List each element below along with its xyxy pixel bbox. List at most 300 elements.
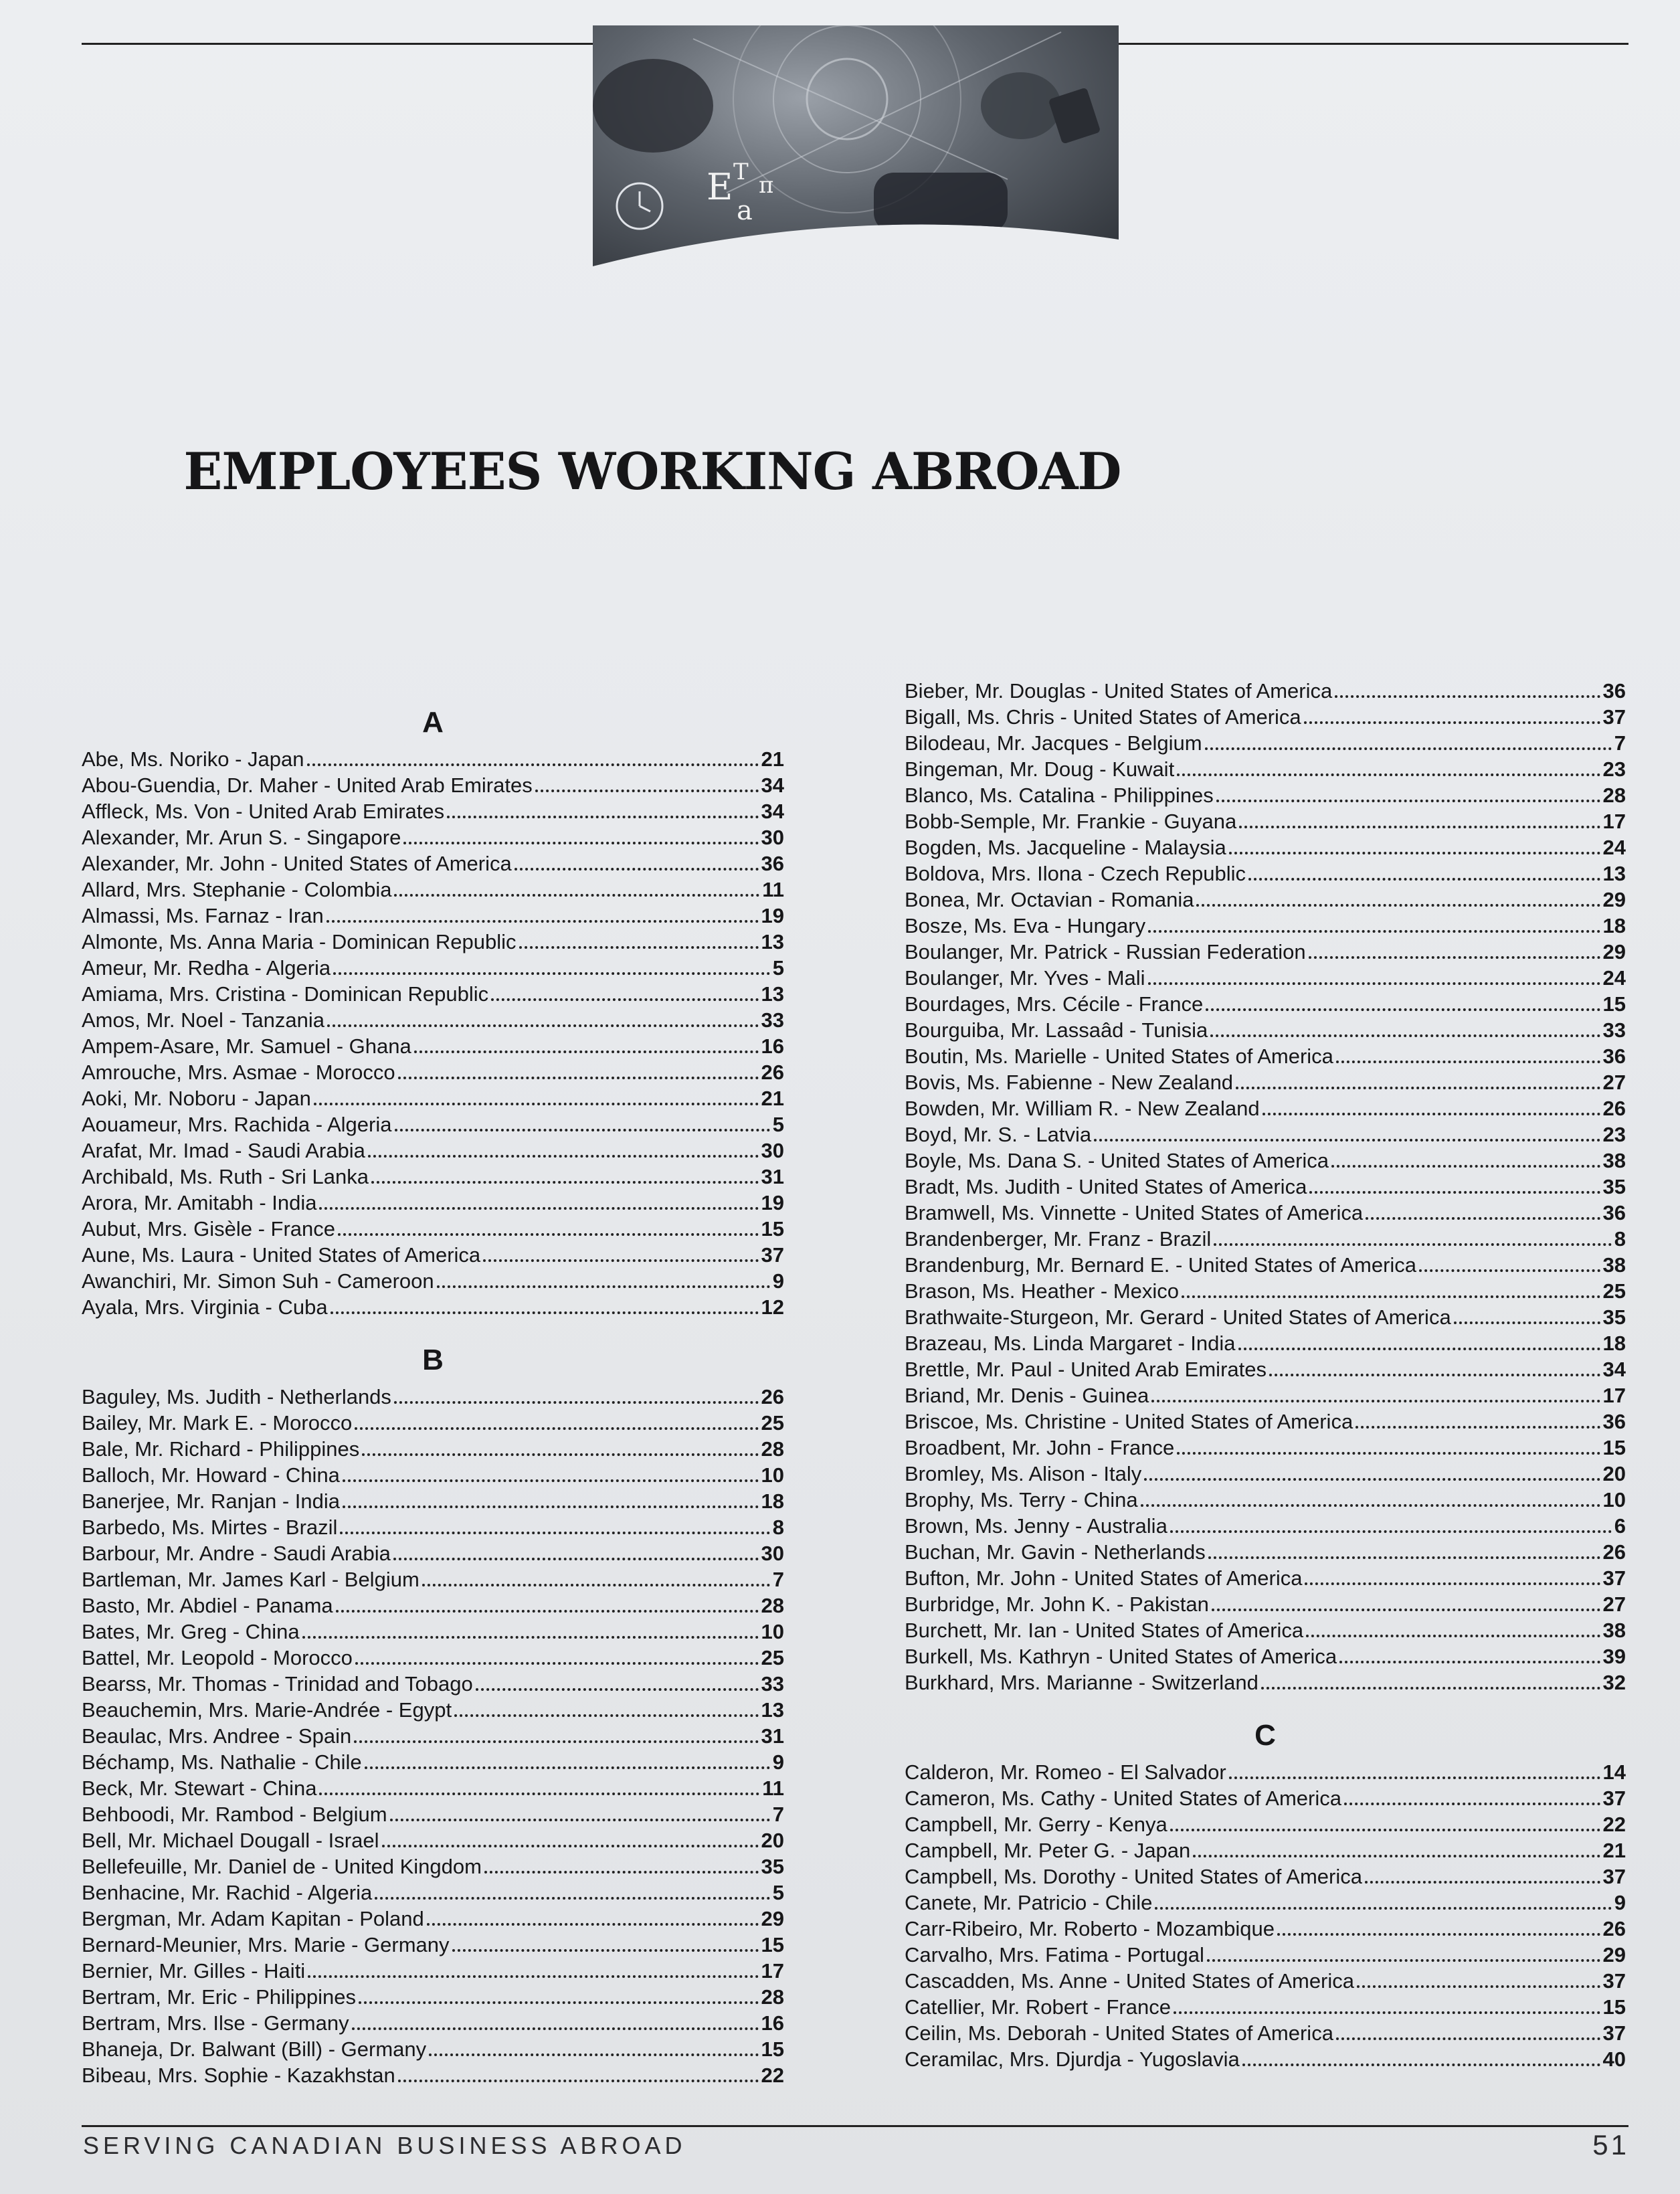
entry-name: Beck, Mr. Stewart - China [82, 1776, 317, 1800]
index-entry [905, 1643, 1626, 1669]
index-entry [905, 1304, 1626, 1330]
index-entry [82, 1592, 784, 1619]
index-entry [82, 1958, 784, 1984]
dot-leader [1210, 1028, 1600, 1037]
entry-page-number: 37 [1602, 705, 1626, 729]
index-entry [82, 1190, 784, 1216]
entry-name: Ceilin, Ms. Deborah - United States of America [905, 2021, 1333, 2045]
entry-name: Bramwell, Ms. Vinnette - United States of America [905, 1201, 1364, 1224]
dot-leader [307, 757, 759, 766]
index-entry [905, 860, 1626, 887]
dot-leader [414, 1044, 759, 1053]
index-entry [905, 1174, 1626, 1200]
index-entry [905, 1382, 1626, 1408]
dot-leader [1148, 976, 1600, 985]
dot-leader [1214, 1237, 1611, 1246]
entry-page-number: 29 [1602, 1943, 1626, 1967]
entry-page-number: 13 [761, 982, 784, 1006]
entry-name: Bogden, Ms. Jacqueline - Malaysia [905, 836, 1226, 859]
entry-page-number: 35 [1602, 1175, 1626, 1198]
dot-leader [491, 992, 758, 1001]
entry-name: Carr-Ribeiro, Mr. Roberto - Mozambique [905, 1917, 1275, 1940]
dot-leader [382, 1838, 759, 1847]
entry-page-number: 25 [761, 1646, 784, 1669]
entry-name: Canete, Mr. Patricio - Chile [905, 1891, 1153, 1914]
entry-page-number: 10 [761, 1620, 784, 1643]
entry-name: Ameur, Mr. Redha - Algeria [82, 956, 331, 980]
entry-name: Burchett, Mr. Ian - United States of America [905, 1619, 1304, 1642]
entry-name: Burbridge, Mr. John K. - Pakistan [905, 1592, 1209, 1616]
dot-leader [1336, 1054, 1600, 1063]
entry-page-number: 17 [1602, 1384, 1626, 1407]
entry-page-number: 20 [761, 1829, 784, 1852]
entry-page-number: 29 [1602, 888, 1626, 911]
index-entry [905, 1487, 1626, 1513]
dot-leader [319, 1786, 759, 1795]
dot-leader [343, 1473, 759, 1482]
dot-leader [483, 1253, 758, 1262]
entry-page-number: 33 [1602, 1018, 1626, 1042]
right-column [905, 678, 1626, 2072]
entry-page-number: 37 [761, 1243, 784, 1267]
entry-name: Bigall, Ms. Chris - United States of America [905, 705, 1301, 729]
entry-name: Béchamp, Ms. Nathalie - Chile [82, 1750, 362, 1774]
dot-leader [302, 1629, 759, 1639]
index-entry [82, 2062, 784, 2088]
dot-leader [371, 1174, 759, 1184]
entry-name: Boulanger, Mr. Patrick - Russian Federation [905, 940, 1306, 964]
dot-leader [394, 887, 759, 897]
index-entry [82, 1033, 784, 1059]
dot-leader [452, 1942, 759, 1952]
entry-page-number: 10 [1602, 1488, 1626, 1512]
entry-name: Bromley, Ms. Alison - Italy [905, 1462, 1142, 1485]
entry-name: Bobb-Semple, Mr. Frankie - Guyana [905, 810, 1237, 833]
dot-leader [393, 1551, 759, 1560]
entry-name: Boyle, Ms. Dana S. - United States of America [905, 1149, 1329, 1172]
dot-leader [1170, 1524, 1612, 1533]
dot-leader [359, 1995, 759, 2004]
index-entry [82, 1410, 784, 1436]
dot-leader [1148, 923, 1600, 933]
dot-leader [1366, 1210, 1600, 1220]
entry-page-number: 25 [1602, 1279, 1626, 1303]
entry-name: Ceramilac, Mrs. Djurdja - Yugoslavia [905, 2047, 1240, 2071]
entry-name: Amrouche, Mrs. Asmae - Morocco [82, 1061, 395, 1084]
entry-name: Brettle, Mr. Paul - United Arab Emirates [905, 1358, 1267, 1381]
index-entry [905, 1837, 1626, 1863]
dot-leader [394, 1394, 759, 1404]
index-entry [905, 678, 1626, 704]
entry-page-number: 15 [761, 1933, 784, 1956]
index-entry [82, 850, 784, 877]
index-entry [82, 1216, 784, 1242]
dot-leader [1205, 741, 1612, 750]
entry-name: Burkhard, Mrs. Marianne - Switzerland [905, 1671, 1258, 1694]
entry-name: Banerjee, Mr. Ranjan - India [82, 1489, 340, 1513]
entry-page-number: 22 [761, 2064, 784, 2087]
dot-leader [390, 1812, 770, 1821]
entry-name: Bowden, Mr. William R. - New Zealand [905, 1097, 1260, 1120]
index-entry [82, 1164, 784, 1190]
svg-text:E: E [707, 166, 733, 208]
index-entry [905, 1095, 1626, 1121]
index-entry [82, 2036, 784, 2062]
index-entry [905, 1968, 1626, 1994]
entry-name: Campbell, Mr. Gerry - Kenya [905, 1813, 1168, 1836]
entry-page-number: 30 [761, 1139, 784, 1162]
entry-page-number: 12 [761, 1295, 784, 1319]
entry-page-number: 13 [761, 1698, 784, 1722]
index-entry [82, 903, 784, 929]
entry-page-number: 9 [1614, 1891, 1626, 1914]
entry-page-number: 31 [761, 1724, 784, 1748]
index-entry [905, 1330, 1626, 1356]
entry-name: Ampem-Asare, Mr. Samuel - Ghana [82, 1034, 411, 1058]
bottom-rule [82, 2125, 1628, 2127]
dot-leader [1242, 2057, 1600, 2066]
entry-name: Arafat, Mr. Imad - Saudi Arabia [82, 1139, 365, 1162]
index-entry [82, 1775, 784, 1801]
entry-name: Bufton, Mr. John - United States of America [905, 1566, 1303, 1590]
entry-page-number: 32 [1602, 1671, 1626, 1694]
entry-name: Bilodeau, Mr. Jacques - Belgium [905, 731, 1202, 755]
index-entry [82, 1085, 784, 1111]
entry-page-number: 30 [761, 826, 784, 849]
entry-name: Beaulac, Mrs. Andree - Spain [82, 1724, 352, 1748]
dot-leader [1238, 1341, 1600, 1350]
entry-page-number: 37 [1602, 1969, 1626, 1993]
dot-leader [1229, 1770, 1600, 1779]
entry-name: Bergman, Mr. Adam Kapitan - Poland [82, 1907, 424, 1930]
entry-name: Catellier, Mr. Robert - France [905, 1995, 1171, 2019]
index-entry [905, 939, 1626, 965]
entry-name: Bellefeuille, Mr. Daniel de - United Kingdom [82, 1855, 482, 1878]
entry-name: Abou-Guendia, Dr. Maher - United Arab Emirates [82, 773, 533, 797]
dot-leader [1344, 1796, 1600, 1805]
index-entry [82, 1853, 784, 1880]
dot-leader [336, 1603, 759, 1613]
dot-leader [1304, 715, 1600, 724]
entry-page-number: 36 [1602, 1201, 1626, 1224]
entry-page-number: 28 [761, 1594, 784, 1617]
index-entry [82, 1749, 784, 1775]
index-entry [905, 1356, 1626, 1382]
dot-leader [1236, 1080, 1600, 1089]
index-entry [82, 1619, 784, 1645]
dot-leader [1261, 1680, 1600, 1689]
index-entry [905, 991, 1626, 1017]
index-entry [82, 1384, 784, 1410]
dot-leader [398, 2073, 759, 2082]
entry-page-number: 17 [761, 1959, 784, 1983]
left-column [82, 699, 784, 2088]
entry-name: Bertram, Mrs. Ilse - Germany [82, 2011, 349, 2035]
index-entry [82, 955, 784, 981]
entry-name: Brophy, Ms. Terry - China [905, 1488, 1138, 1512]
index-entry [905, 756, 1626, 782]
entry-name: Bernier, Mr. Gilles - Haiti [82, 1959, 306, 1983]
entry-page-number: 34 [1602, 1358, 1626, 1381]
dot-leader [437, 1279, 770, 1288]
dot-leader [327, 1018, 759, 1027]
index-entry [905, 2020, 1626, 2046]
entry-page-number: 28 [761, 1985, 784, 2009]
entry-name: Bhaneja, Dr. Balwant (Bill) - Germany [82, 2037, 427, 2061]
entry-page-number: 20 [1602, 1462, 1626, 1485]
dot-leader [365, 1760, 770, 1769]
index-entry [82, 798, 784, 824]
index-entry [905, 913, 1626, 939]
dot-leader [1177, 1445, 1600, 1455]
index-entry [905, 704, 1626, 730]
entry-page-number: 38 [1602, 1619, 1626, 1642]
entry-name: Aouameur, Mrs. Rachida - Algeria [82, 1113, 392, 1136]
dot-leader [403, 835, 758, 844]
dot-leader [1248, 871, 1600, 881]
entry-page-number: 18 [1602, 1332, 1626, 1355]
dot-leader [1206, 1002, 1600, 1011]
index-entry [905, 1916, 1626, 1942]
entry-page-number: 23 [1602, 757, 1626, 781]
section-letter-heading: A [422, 706, 444, 739]
entry-page-number: 33 [761, 1008, 784, 1032]
entry-page-number: 26 [761, 1061, 784, 1084]
entry-page-number: 5 [772, 956, 784, 980]
dot-leader [515, 861, 759, 871]
index-entry [82, 824, 784, 850]
index-entry [82, 929, 784, 955]
entry-name: Bonea, Mr. Octavian - Romania [905, 888, 1194, 911]
entry-name: Almonte, Ms. Anna Maria - Dominican Republic [82, 930, 517, 953]
section-letter-heading: C [1254, 1719, 1276, 1752]
entry-page-number: 35 [1602, 1305, 1626, 1329]
index-entry [82, 1540, 784, 1566]
index-entry [82, 1137, 784, 1164]
entry-name: Alexander, Mr. John - United States of America [82, 852, 512, 875]
entry-page-number: 36 [1602, 1044, 1626, 1068]
index-entry [82, 1697, 784, 1723]
entry-name: Aubut, Mrs. Gisèle - France [82, 1217, 336, 1241]
entry-page-number: 9 [772, 1269, 784, 1293]
entry-name: Aoki, Mr. Noboru - Japan [82, 1087, 311, 1110]
page-title: EMPLOYEES WORKING ABROAD [183, 442, 1121, 501]
dot-leader [1207, 1952, 1600, 1962]
entry-page-number: 27 [1602, 1592, 1626, 1616]
dot-leader [1144, 1471, 1600, 1481]
entry-page-number: 30 [761, 1542, 784, 1565]
entry-name: Brandenberger, Mr. Franz - Brazil [905, 1227, 1212, 1251]
index-entry [905, 808, 1626, 834]
index-entry [82, 772, 784, 798]
entry-page-number: 5 [772, 1113, 784, 1136]
index-entry [82, 1827, 784, 1853]
entry-page-number: 28 [761, 1437, 784, 1461]
entry-page-number: 29 [1602, 940, 1626, 964]
dot-leader [1263, 1106, 1600, 1115]
entry-page-number: 37 [1602, 1865, 1626, 1888]
dot-leader [447, 809, 758, 818]
entry-name: Bradt, Ms. Judith - United States of America [905, 1175, 1307, 1198]
index-entry [905, 1785, 1626, 1811]
dot-leader [1182, 1289, 1600, 1298]
entry-name: Barbour, Mr. Andre - Saudi Arabia [82, 1542, 391, 1565]
entry-page-number: 18 [1602, 914, 1626, 937]
entry-name: Bibeau, Mrs. Sophie - Kazakhstan [82, 2064, 395, 2087]
index-entry [905, 1200, 1626, 1226]
dot-leader [1174, 2005, 1600, 2014]
entry-page-number: 34 [761, 773, 784, 797]
dot-leader [1336, 2031, 1600, 2040]
dot-leader [1335, 689, 1600, 698]
dot-leader [308, 1969, 758, 1978]
entry-name: Abe, Ms. Noriko - Japan [82, 747, 304, 771]
index-entry [82, 877, 784, 903]
entry-page-number: 17 [1602, 810, 1626, 833]
entry-name: Briscoe, Ms. Christine - United States of America [905, 1410, 1354, 1433]
entry-name: Allard, Mrs. Stephanie - Colombia [82, 878, 392, 901]
dot-leader [355, 1421, 758, 1430]
dot-leader [354, 1734, 758, 1743]
dot-leader [1269, 1367, 1600, 1376]
index-entry [82, 1294, 784, 1320]
index-entry [905, 1863, 1626, 1890]
index-entry [905, 1565, 1626, 1591]
dot-leader [1141, 1497, 1600, 1507]
entry-name: Archibald, Ms. Ruth - Sri Lanka [82, 1165, 369, 1188]
index-entry [905, 1148, 1626, 1174]
dot-leader [1177, 767, 1600, 776]
entry-name: Brathwaite-Sturgeon, Mr. Gerard - United States of America [905, 1305, 1451, 1329]
index-entry [905, 1252, 1626, 1278]
dot-leader [331, 1305, 759, 1314]
dot-leader [1094, 1132, 1600, 1141]
entry-page-number: 8 [1614, 1227, 1626, 1251]
dot-leader [1216, 793, 1600, 802]
entry-page-number: 16 [761, 2011, 784, 2035]
entry-name: Barbedo, Ms. Mirtes - Brazil [82, 1516, 338, 1539]
index-entry [82, 1488, 784, 1514]
dot-leader [1155, 1900, 1611, 1910]
dot-leader [1229, 845, 1600, 854]
entry-page-number: 11 [762, 1776, 784, 1800]
entry-name: Baguley, Ms. Judith - Netherlands [82, 1385, 391, 1408]
entry-name: Bates, Mr. Greg - China [82, 1620, 300, 1643]
index-entry [905, 1408, 1626, 1435]
entry-name: Bailey, Mr. Mark E. - Morocco [82, 1411, 353, 1435]
index-entry [82, 1436, 784, 1462]
entry-page-number: 26 [1602, 1540, 1626, 1564]
entry-name: Brown, Ms. Jenny - Australia [905, 1514, 1168, 1538]
dot-leader [535, 783, 759, 792]
index-entry [905, 887, 1626, 913]
entry-page-number: 39 [1602, 1645, 1626, 1668]
entry-name: Almassi, Ms. Farnaz - Iran [82, 904, 324, 927]
index-entry [82, 1932, 784, 1958]
index-entry [82, 1514, 784, 1540]
index-entry [82, 1723, 784, 1749]
index-entry [82, 1801, 784, 1827]
dot-leader [319, 1200, 758, 1210]
index-entry [82, 981, 784, 1007]
entry-page-number: 29 [761, 1907, 784, 1930]
dot-leader [1309, 949, 1600, 959]
entry-page-number: 26 [1602, 1917, 1626, 1940]
svg-text:T: T [733, 159, 749, 185]
entry-page-number: 15 [761, 1217, 784, 1241]
entry-name: Battel, Mr. Leopold - Morocco [82, 1646, 353, 1669]
dot-leader [476, 1681, 759, 1691]
entry-name: Brazeau, Ms. Linda Margaret - India [905, 1332, 1236, 1355]
entry-page-number: 21 [1602, 1839, 1626, 1862]
dot-leader [368, 1148, 759, 1158]
entry-name: Balloch, Mr. Howard - China [82, 1463, 340, 1487]
dot-leader [1331, 1158, 1600, 1168]
entry-name: Beauchemin, Mrs. Marie-Andrée - Egypt [82, 1698, 452, 1722]
index-entry [905, 1226, 1626, 1252]
dot-leader [422, 1577, 770, 1586]
dot-leader [326, 913, 759, 923]
entry-page-number: 36 [761, 852, 784, 875]
dot-leader [1277, 1926, 1600, 1936]
index-entry [905, 1591, 1626, 1617]
entry-page-number: 13 [1602, 862, 1626, 885]
entry-page-number: 5 [772, 1881, 784, 1904]
index-entry [905, 1461, 1626, 1487]
entry-name: Boyd, Mr. S. - Latvia [905, 1123, 1092, 1146]
index-entry [82, 1880, 784, 1906]
entry-page-number: 23 [1602, 1123, 1626, 1146]
entry-page-number: 24 [1602, 966, 1626, 990]
dot-leader [1339, 1654, 1600, 1663]
entry-name: Boutin, Ms. Marielle - United States of America [905, 1044, 1333, 1068]
index-entry [905, 1811, 1626, 1837]
entry-name: Bale, Mr. Richard - Philippines [82, 1437, 360, 1461]
entry-page-number: 27 [1602, 1071, 1626, 1094]
entry-name: Brason, Ms. Heather - Mexico [905, 1279, 1180, 1303]
entry-page-number: 13 [761, 930, 784, 953]
entry-page-number: 37 [1602, 1566, 1626, 1590]
page-number: 51 [1592, 2129, 1629, 2161]
entry-page-number: 15 [761, 2037, 784, 2061]
index-entry [905, 1278, 1626, 1304]
entry-name: Aune, Ms. Laura - United States of America [82, 1243, 481, 1267]
section-gap [82, 1320, 784, 1337]
entry-page-number: 7 [772, 1803, 784, 1826]
dot-leader [1454, 1315, 1600, 1324]
entry-page-number: 28 [1602, 784, 1626, 807]
entry-name: Burkell, Ms. Kathryn - United States of America [905, 1645, 1337, 1668]
dot-leader [375, 1890, 770, 1900]
entry-page-number: 38 [1602, 1253, 1626, 1277]
dot-leader [1419, 1263, 1600, 1272]
entry-page-number: 34 [761, 800, 784, 823]
entry-page-number: 40 [1602, 2047, 1626, 2071]
entry-page-number: 14 [1602, 1760, 1626, 1784]
dot-leader [1357, 1979, 1600, 1988]
entry-name: Cameron, Ms. Cathy - United States of America [905, 1787, 1341, 1810]
svg-text:π: π [759, 172, 774, 199]
index-entry [82, 1566, 784, 1592]
entry-page-number: 24 [1602, 836, 1626, 859]
dot-leader [355, 1655, 759, 1665]
entry-page-number: 22 [1602, 1813, 1626, 1836]
entry-name: Campbell, Mr. Peter G. - Japan [905, 1839, 1191, 1862]
entry-page-number: 36 [1602, 679, 1626, 703]
dot-leader [362, 1447, 758, 1456]
entry-name: Calderon, Mr. Romeo - El Salvador [905, 1760, 1226, 1784]
dot-leader [427, 1916, 759, 1926]
